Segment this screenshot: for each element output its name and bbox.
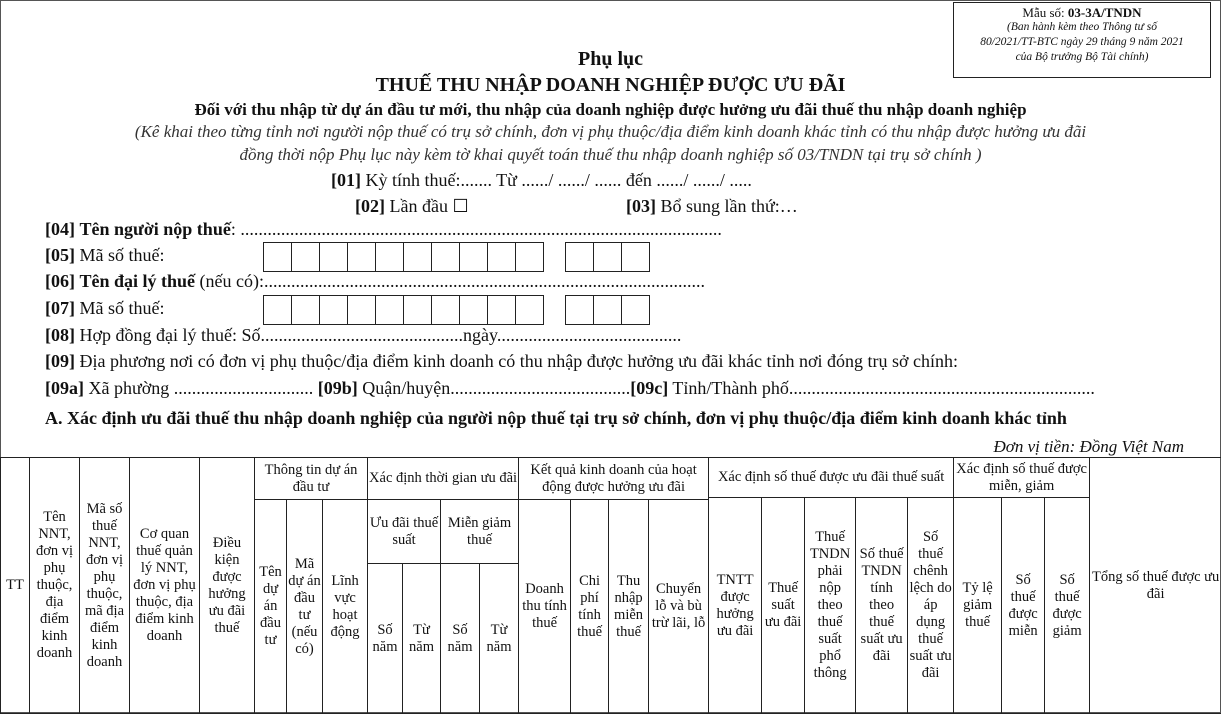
subtitle: Đối với thu nhập từ dự án đầu tư mới, thu nhập của doanh nghiệp được hưởng ưu đãi thuế thu nhập doanh nghiệp [194,100,1027,119]
form-code-line1: (Ban hành kèm theo Thông tư số [1006,21,1157,33]
col-ten-du-an: Tên dự án đầu tư [255,500,287,714]
col-thue-suat: Thuế suất ưu đãi [762,498,805,714]
col-thu-nhap-mien: Thu nhập miễn thuế [609,500,649,714]
tax-code-suffix-boxes-07[interactable] [566,295,650,325]
col-mien-giam-so-nam: Số năm [441,564,480,714]
col-ma-du-an: Mã dự án đầu tư (nếu có) [287,500,323,714]
col-mst-nnt: Mã số thuế NNT, đơn vị phụ thuộc, mã địa điểm kinh doanh [80,458,130,714]
currency-unit: Đơn vị tiền: Đồng Việt Nam [993,437,1184,456]
col-so-thue-giam: Số thuế được giảm [1045,498,1090,714]
col-mien-giam-thue: Miễn giảm thuế [441,500,519,564]
field-09: [09] Địa phương nơi có đơn vị phụ thuộc/địa điểm kinh doanh có thu nhập được hưởng ưu đãi khác tỉnh nơi đóng trụ sở chính: [45,351,959,371]
col-ten-nnt: Tên NNT, đơn vị phụ thuộc, địa điểm kinh doanh [30,458,80,714]
col-mien-giam-tu-nam: Từ năm [480,564,519,714]
field-03[interactable]: [03] Bổ sung lần thứ:… [626,196,798,216]
col-tt: TT [1,458,30,714]
col-xac-dinh-mien-giam: Xác định số thuế được miễn, giảm [954,458,1090,498]
col-ty-le-giam: Tỷ lệ giảm thuế [954,498,1002,714]
tax-code-boxes-07[interactable] [264,295,544,325]
tax-code-boxes-05[interactable] [264,242,544,272]
field-06[interactable]: [06] Tên đại lý thuế (nếu có):.................................................................................................. [45,271,705,291]
field-07: [07] Mã số thuế: [45,298,165,318]
form-code-line3: của Bộ trưởng Bộ Tài chính) [1015,51,1149,63]
note-line2: đồng thời nộp Phụ lục này kèm tờ khai quyết toán thuế thu nhập doanh nghiệp số 03/TNDN tại trụ sở chính ) [239,145,982,164]
field-01[interactable]: [01] Kỳ tính thuế:....... Từ ....../ ....../ ...... đến ....../ ....../ ..... [331,170,752,190]
col-linh-vuc: Lĩnh vực hoạt động [323,500,368,714]
col-chuyen-lo: Chuyển lỗ và bù trừ lãi, lỗ [649,500,709,714]
col-tntt: TNTT được hưởng ưu đãi [709,498,762,714]
appendix-title: Phụ lục [577,48,644,70]
main-title: THUẾ THU NHẬP DOANH NGHIỆP ĐƯỢC ƯU ĐÃI [375,74,846,96]
tax-incentive-table [0,457,1221,714]
field-05: [05] Mã số thuế: [45,245,165,265]
col-dieu-kien: Điều kiện được hưởng ưu đãi thuế [200,458,255,714]
note-line1: (Kê khai theo từng tỉnh nơi người nộp thuế có trụ sở chính, đơn vị phụ thuộc/địa điểm kinh doanh khác tỉnh có thu nhập được hưởng ưu đãi [134,122,1087,141]
col-co-quan-thue: Cơ quan thuế quản lý NNT, đơn vị phụ thuộc, địa điểm kinh doanh [130,458,200,714]
col-thue-tndn-pho-thong: Thuế TNDN phải nộp theo thuế suất phổ thông [805,498,856,714]
tax-code-suffix-boxes-05[interactable] [566,242,650,272]
col-xac-dinh-thoi-gian: Xác định thời gian ưu đãi [368,458,519,500]
col-xac-dinh-so-thue: Xác định số thuế được ưu đãi thuế suất [709,458,954,498]
col-uu-dai-tu-nam: Từ năm [403,564,441,714]
col-doanh-thu: Doanh thu tính thuế [519,500,571,714]
field-02[interactable]: [02] Lần đầu ☐ [355,196,469,216]
col-thong-tin-du-an: Thông tin dự án đầu tư [255,458,368,500]
field-08[interactable]: [08] Hợp đồng đại lý thuế: Số.............................................ngày......................................... [45,325,682,345]
section-a-heading: A. Xác định ưu đãi thuế thu nhập doanh nghiệp của người nộp thuế tại trụ sở chính, đơn vị phụ thuộc/địa điểm kinh doanh khác tỉnh [45,408,1067,428]
col-ket-qua-kinh-doanh: Kết quả kinh doanh của hoạt động được hưởng ưu đãi [519,458,709,500]
col-so-thue-mien: Số thuế được miễn [1002,498,1045,714]
col-tong-so: Tổng số thuế được ưu đãi [1090,458,1221,714]
col-so-thue-tndn: Số thuế TNDN tính theo thuế suất ưu đãi [856,498,908,714]
form-code-line2: 80/2021/TT-BTC ngày 29 tháng 9 năm 2021 [980,36,1184,48]
field-09abc[interactable]: [09a] Xã phường ............................... [09b] Quận/huyện........................................[09c] Tỉnh/Thành phố.................................................................... [45,378,1095,398]
form-code: Mẫu số: 03-3A/TNDN [1022,5,1142,20]
col-uu-dai-thue-suat: Ưu đãi thuế suất [368,500,441,564]
col-uu-dai-so-nam: Số năm [368,564,403,714]
col-chi-phi: Chi phí tính thuế [571,500,609,714]
col-chenh-lech: Số thuế chênh lệch do áp dụng thuế suất ưu đãi [908,498,954,714]
field-04[interactable]: [04] Tên người nộp thuế: ........................................................................................................... [45,219,722,239]
